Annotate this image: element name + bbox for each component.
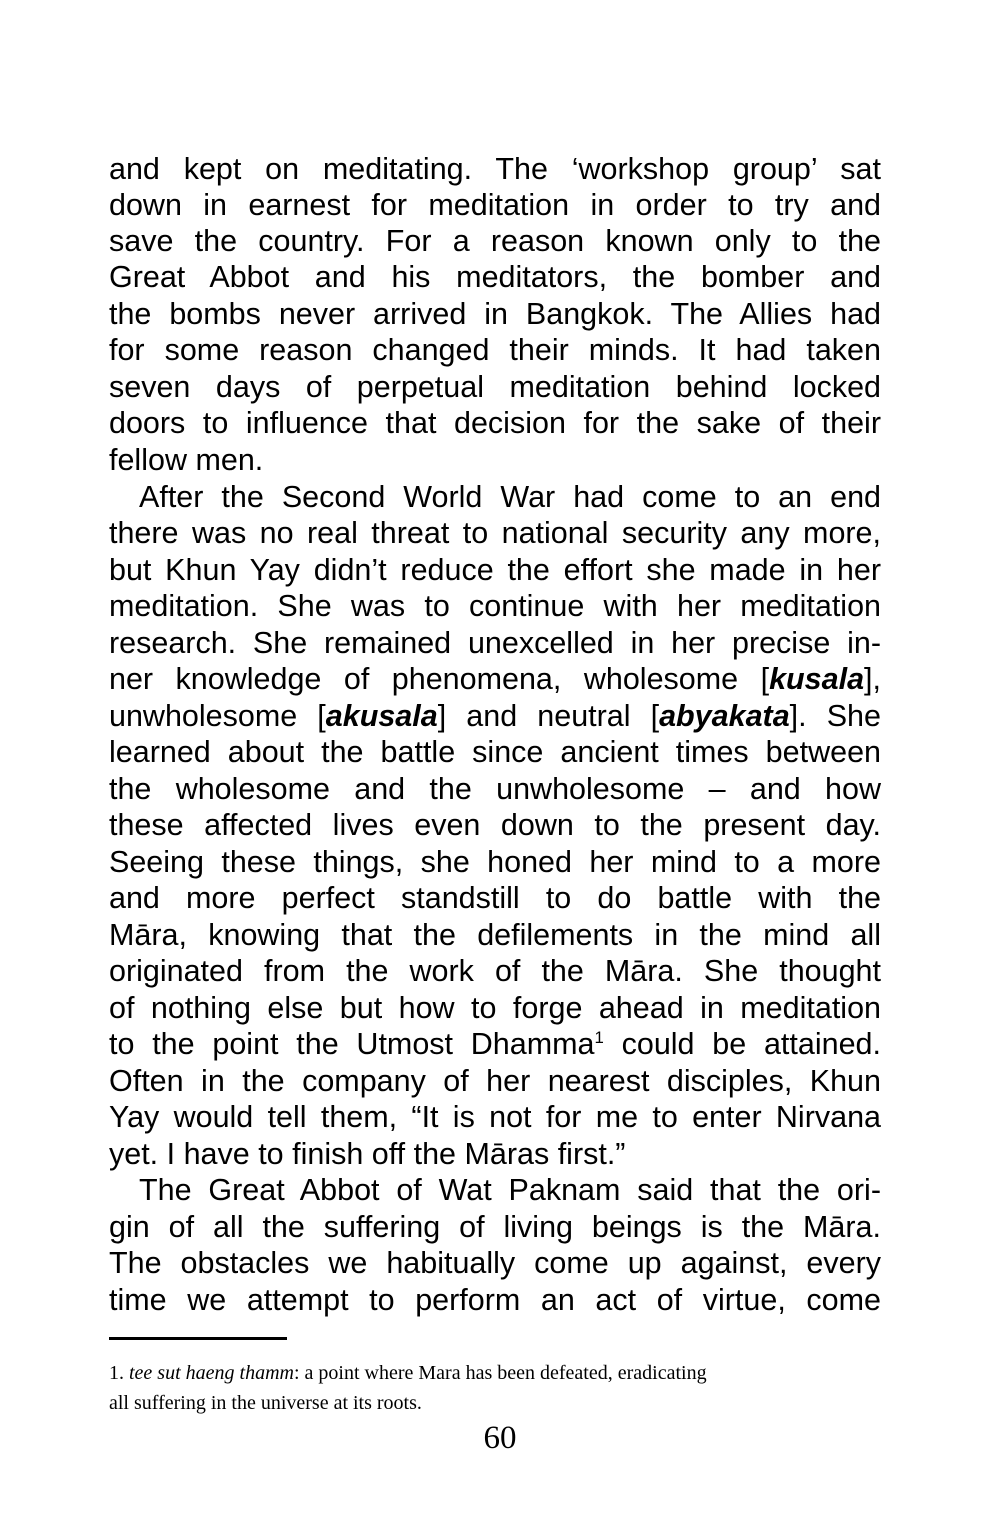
text-segment: ]. She [789,699,881,733]
text-line: The obstacles we habitually come up against, every [109,1246,881,1280]
footnote [109,1358,869,1388]
text-line: doors to influence that decision for the sake of their [109,406,881,440]
text-line: learned about the battle since ancient times between [109,735,881,769]
text-line: gin of all the suffering of living beings is the Māra. [109,1210,881,1244]
text-line: the bombs never arrived in Bangkok. The Allies had [109,297,881,331]
text-segment: ] and neutral [ [437,699,660,733]
text-line: Great Abbot and his meditators, the bomber and [109,260,881,294]
text-line: Yay would tell them, “It is not for me to enter Nirvana [109,1100,881,1134]
text-line [109,697,881,735]
text-line: yet. I have to finish off the Māras first.” [109,1137,626,1171]
text-segment: to the point the Utmost Dhamma [109,1027,595,1061]
text-line: of nothing else but how to forge ahead in meditation [109,991,881,1025]
text-line: there was no real threat to national security any more, [109,516,881,550]
text-line: but Khun Yay didn’t reduce the effort she made in her [109,553,881,587]
text-line: for some reason changed their minds. It had taken [109,333,881,367]
text-segment: unwholesome [ [109,699,326,733]
text-line: seven days of perpetual meditation behind locked [109,370,881,404]
text-line: meditation. She was to continue with her meditation [109,589,881,623]
text-line: these affected lives even down to the present day. [109,808,881,842]
footnote-separator [109,1337,287,1340]
text-line: down in earnest for meditation in order to try and [109,188,881,222]
text-line [109,660,881,698]
pali-term-akusala: akusala [325,699,438,733]
footnote-term: tee sut haeng thamm [129,1362,294,1384]
text-segment: ner knowledge of phenomena, wholesome [ [109,662,770,696]
page-number: 60 [483,1420,517,1456]
text-line: Seeing these things, she honed her mind to a more [109,845,881,879]
pali-term-abyakata: abyakata [659,699,790,733]
text-line: Māra, knowing that the defilements in the mind all [109,918,881,952]
text-segment: could be attained. [603,1027,881,1061]
text-line [109,1025,881,1063]
text-line: originated from the work of the Māra. She thought [109,954,881,988]
text-line: save the country. For a reason known only to the [109,224,881,258]
footnote-text: : a point where Mara has been defeated, eradicating [293,1362,707,1384]
footnote-continuation: all suffering in the universe at its roots. [109,1392,422,1414]
text-line: and more perfect standstill to do battle with the [109,881,881,915]
text-line: Often in the company of her nearest disciples, Khun [109,1064,881,1098]
footnote-number: 1. [109,1362,124,1384]
text-line: research. She remained unexcelled in her precise in- [109,626,881,660]
text-line: the wholesome and the unwholesome – and how [109,772,881,806]
footnote-marker: 1 [594,1027,604,1047]
paragraph-start-line: After the Second World War had come to an end [139,480,881,514]
text-segment: ], [864,662,881,696]
text-line: fellow men. [109,443,264,477]
paragraph-start-line: The Great Abbot of Wat Paknam said that the ori- [139,1173,881,1207]
pali-term-kusala: kusala [769,662,865,696]
text-line: time we attempt to perform an act of virtue, come [109,1283,881,1317]
text-line: and kept on meditating. The ‘workshop group’ sat [109,152,881,186]
